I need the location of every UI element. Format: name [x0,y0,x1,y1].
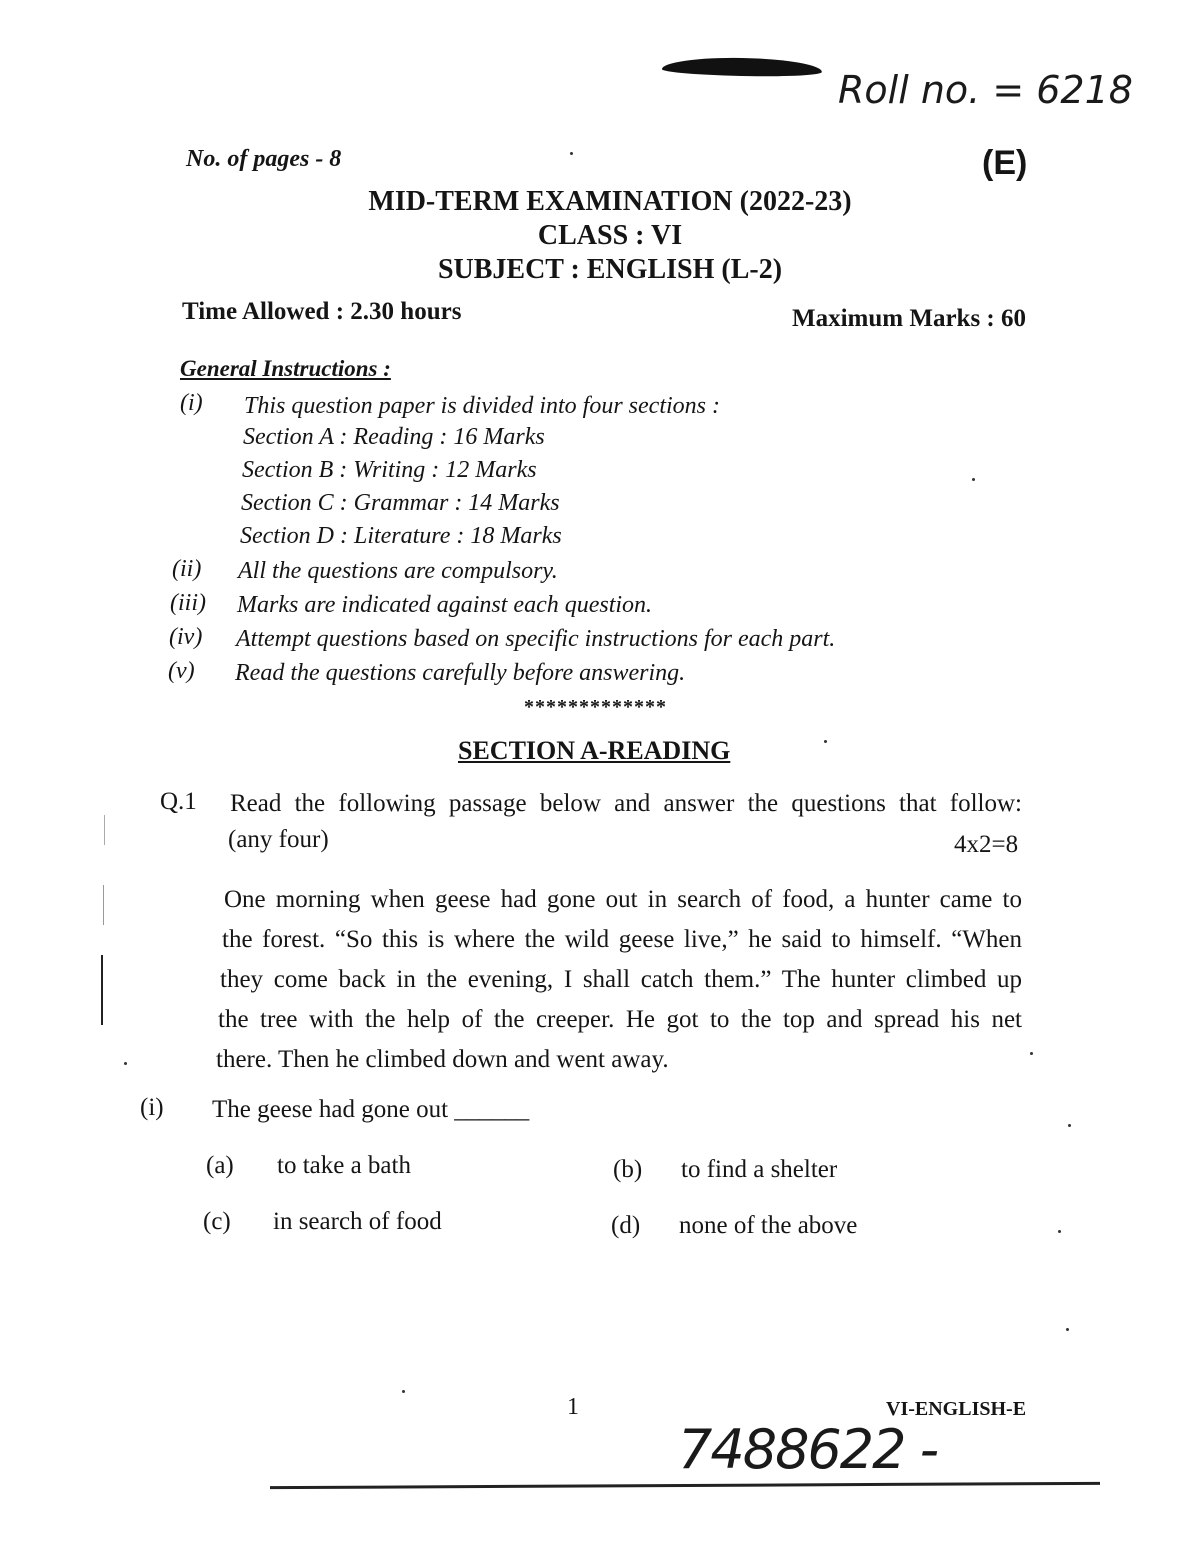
scan-speck [1058,1230,1061,1233]
handwritten-number: 7488622 - [678,1418,938,1481]
no-of-pages: No. of pages - 8 [186,146,342,172]
passage-line: the tree with the help of the creeper. He got to the top and spread his net [218,1006,1022,1033]
instruction-num: (iii) [170,590,206,616]
set-code: (E) [982,144,1028,182]
scan-speck [570,152,573,155]
instruction-text: Attempt questions based on specific instructions for each part. [236,626,836,652]
scan-speck [1030,1052,1033,1055]
sub-question-text: The geese had gone out ______ [212,1096,530,1123]
question-number: Q.1 [160,788,197,815]
instruction-text: Section B : Writing : 12 Marks [242,457,537,483]
question-marks: 4x2=8 [954,831,1019,858]
instructions-heading: General Instructions : [180,356,391,381]
question-instruction: Read the following passage below and answer the questions that follow: [230,790,1022,817]
passage-line: they come back in the evening, I shall catch them.” The hunter climbed up [220,966,1022,993]
option-b-text: to find a shelter [681,1156,838,1183]
instruction-text: Section C : Grammar : 14 Marks [241,490,560,516]
handwritten-roll-no: Roll no. = 6218 [838,68,1133,112]
option-d-label: (d) [611,1212,641,1239]
passage-line: there. Then he climbed down and went away. [216,1046,669,1073]
option-c-text: in search of food [273,1208,442,1235]
scan-ink-mark [662,57,822,78]
passage-line: the forest. “So this is where the wild geese live,” he said to himself. “When [222,926,1022,953]
sub-question-number: (i) [140,1094,164,1121]
scan-left-edge [103,885,104,925]
instruction-text: Read the questions carefully before answering. [235,660,686,686]
instruction-text: This question paper is divided into four sections : [244,393,720,419]
scan-speck [972,478,975,481]
instruction-num: (ii) [172,556,202,582]
exam-title: MID-TERM EXAMINATION (2022-23) [368,186,852,217]
option-d-text: none of the above [679,1212,858,1239]
instruction-num: (i) [180,390,203,416]
option-a-text: to take a bath [277,1152,411,1179]
paper-code: VI-ENGLISH-E [886,1398,1027,1420]
scan-speck [1068,1124,1071,1127]
instruction-text: Section D : Literature : 18 Marks [240,523,562,549]
instruction-num: (iv) [169,624,203,650]
section-a-heading: SECTION A-READING [458,736,731,765]
passage-line: One morning when geese had gone out in search of food, a hunter came to [224,886,1022,913]
scan-left-edge [104,815,105,845]
scan-speck [402,1390,405,1393]
instruction-num: (v) [168,658,195,684]
scan-speck [124,1062,127,1065]
option-a-label: (a) [206,1152,234,1179]
separator-stars: ************* [524,696,667,718]
scan-left-edge [101,955,103,1025]
class-line: CLASS : VI [537,220,683,251]
scan-speck [1066,1328,1069,1331]
option-b-label: (b) [613,1156,643,1183]
scan-bottom-line [270,1482,1100,1489]
option-c-label: (c) [203,1208,231,1235]
instruction-text: Section A : Reading : 16 Marks [243,424,545,450]
question-choice-note: (any four) [228,826,329,853]
instruction-text: Marks are indicated against each question. [237,592,653,618]
maximum-marks: Maximum Marks : 60 [792,305,1026,332]
scan-speck [824,740,827,743]
page-number: 1 [567,1394,579,1420]
subject-line: SUBJECT : ENGLISH (L-2) [437,254,783,285]
time-allowed: Time Allowed : 2.30 hours [182,298,462,325]
instruction-text: All the questions are compulsory. [238,558,558,584]
